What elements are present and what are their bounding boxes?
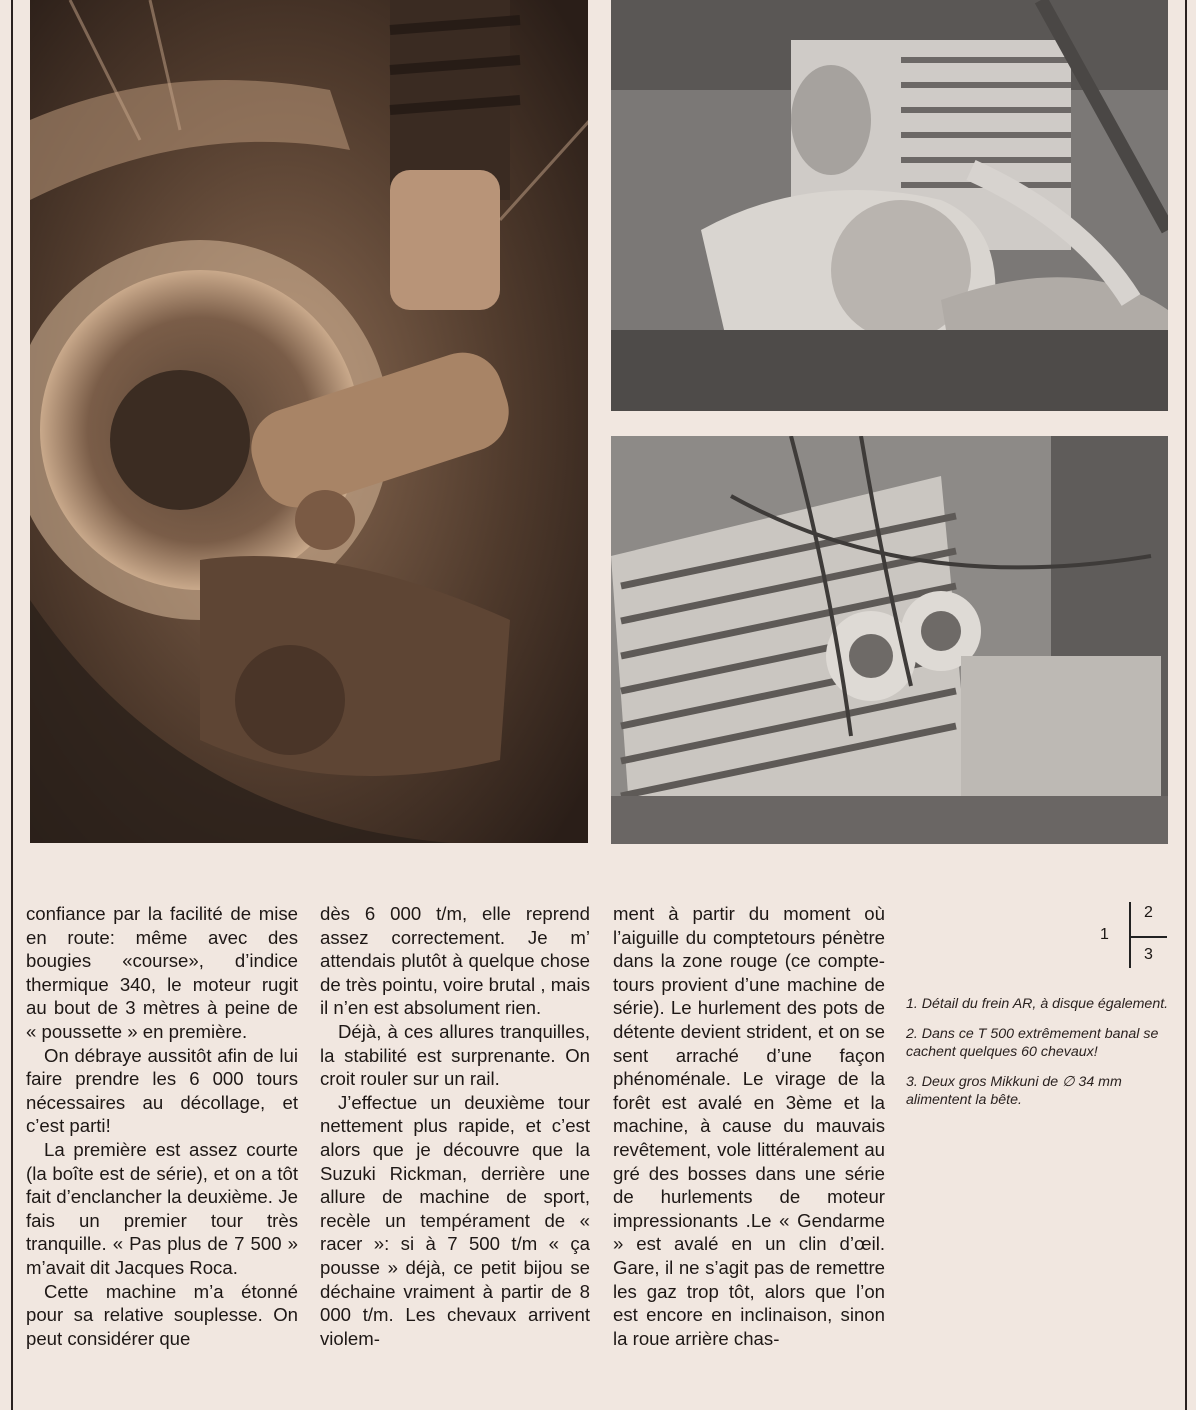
key-divider-vertical: [1129, 902, 1131, 968]
text-column-1: [26, 902, 298, 1350]
caption-1: 1. Détail du frein AR, à disque également.: [906, 996, 1169, 1012]
text-column-2: [320, 902, 590, 1350]
rear-disc-brake-photo: [30, 0, 588, 843]
engine-side-photo: [611, 0, 1168, 411]
paragraph: La première est assez courte (la boîte est de série), et on a tôt fait d’enclancher la deuxième. Je fais un premier tour très tranquille. « Pas plus de 7 500 » m’avait dit Jacques Roca.: [26, 1138, 298, 1278]
paragraph: On débraye aussitôt afin de lui faire prendre les 6 000 tours nécessaires au décollage, et c’est parti!: [26, 1044, 298, 1137]
key-label-bottom-right: 3: [1144, 946, 1153, 963]
caption-3: 3. Deux gros Mikkuni de ∅ 34 mm alimentent la bête.: [906, 1074, 1122, 1108]
key-label-left: 1: [1100, 926, 1109, 943]
key-label-top-right: 2: [1144, 904, 1153, 921]
paragraph: ment à partir du moment où l’aiguille du comptetours pénètre dans la zone rouge (ce compte-tours provient d’une machine de série). Le hurlement des pots de détente devient strident, et on se sent arraché d’une façon phénoménale. Le virage de la forêt est avalé en 3ème et la machine, à cause du mauvais revêtement, vole littéralement au gré des bosses dans une série de hurlements de moteur impressionants .Le « Gendarme » est avalé en un clin d’œil. Gare, il ne s’agit pas de remettre les gaz trop tôt, alors que l’on est encore en inclinaison, sinon la roue arrière chas-: [613, 903, 885, 1349]
key-divider-horizontal: [1129, 936, 1167, 938]
photo-captions: [906, 996, 1176, 1122]
caption-2: 2. Dans ce T 500 extrêmement banal se cachent quelques 60 chevaux!: [906, 1026, 1159, 1060]
carburetors-photo: [611, 436, 1168, 844]
right-page-edge: [1185, 0, 1187, 1410]
left-page-edge: [11, 0, 13, 1410]
paragraph: confiance par la facilité de mise en route: même avec des bougies «course», d’indice thermique 340, le moteur rugit au bout de 3 mètres à peine de « poussette » en première.: [26, 903, 298, 1042]
paragraph: Déjà, à ces allures tranquilles, la stabilité est surprenante. On croit rouler sur un rail.: [320, 1020, 590, 1090]
paragraph: dès 6 000 t/m, elle reprend assez correctement. Je m’ attendais plutôt à quelque chose de très pointu, voire brutal , mais il n’en est absolument rien.: [320, 903, 590, 1019]
text-column-3: [613, 902, 885, 1350]
paragraph: J’effectue un deuxième tour nettement plus rapide, et c’est alors que je découvre que la Suzuki Rickman, derrière une allure de machine de sport, recèle un tempérament de « racer »: si à 7 500 t/m « ça pousse » déjà, ce petit bijou se déchaine vraiment à partir de 8 000 t/m. Les chevaux arrivent violem-: [320, 1091, 590, 1349]
paragraph: Cette machine m’a étonné pour sa relative souplesse. On peut considérer que: [26, 1280, 298, 1349]
figure-layout-key: [1096, 900, 1176, 970]
